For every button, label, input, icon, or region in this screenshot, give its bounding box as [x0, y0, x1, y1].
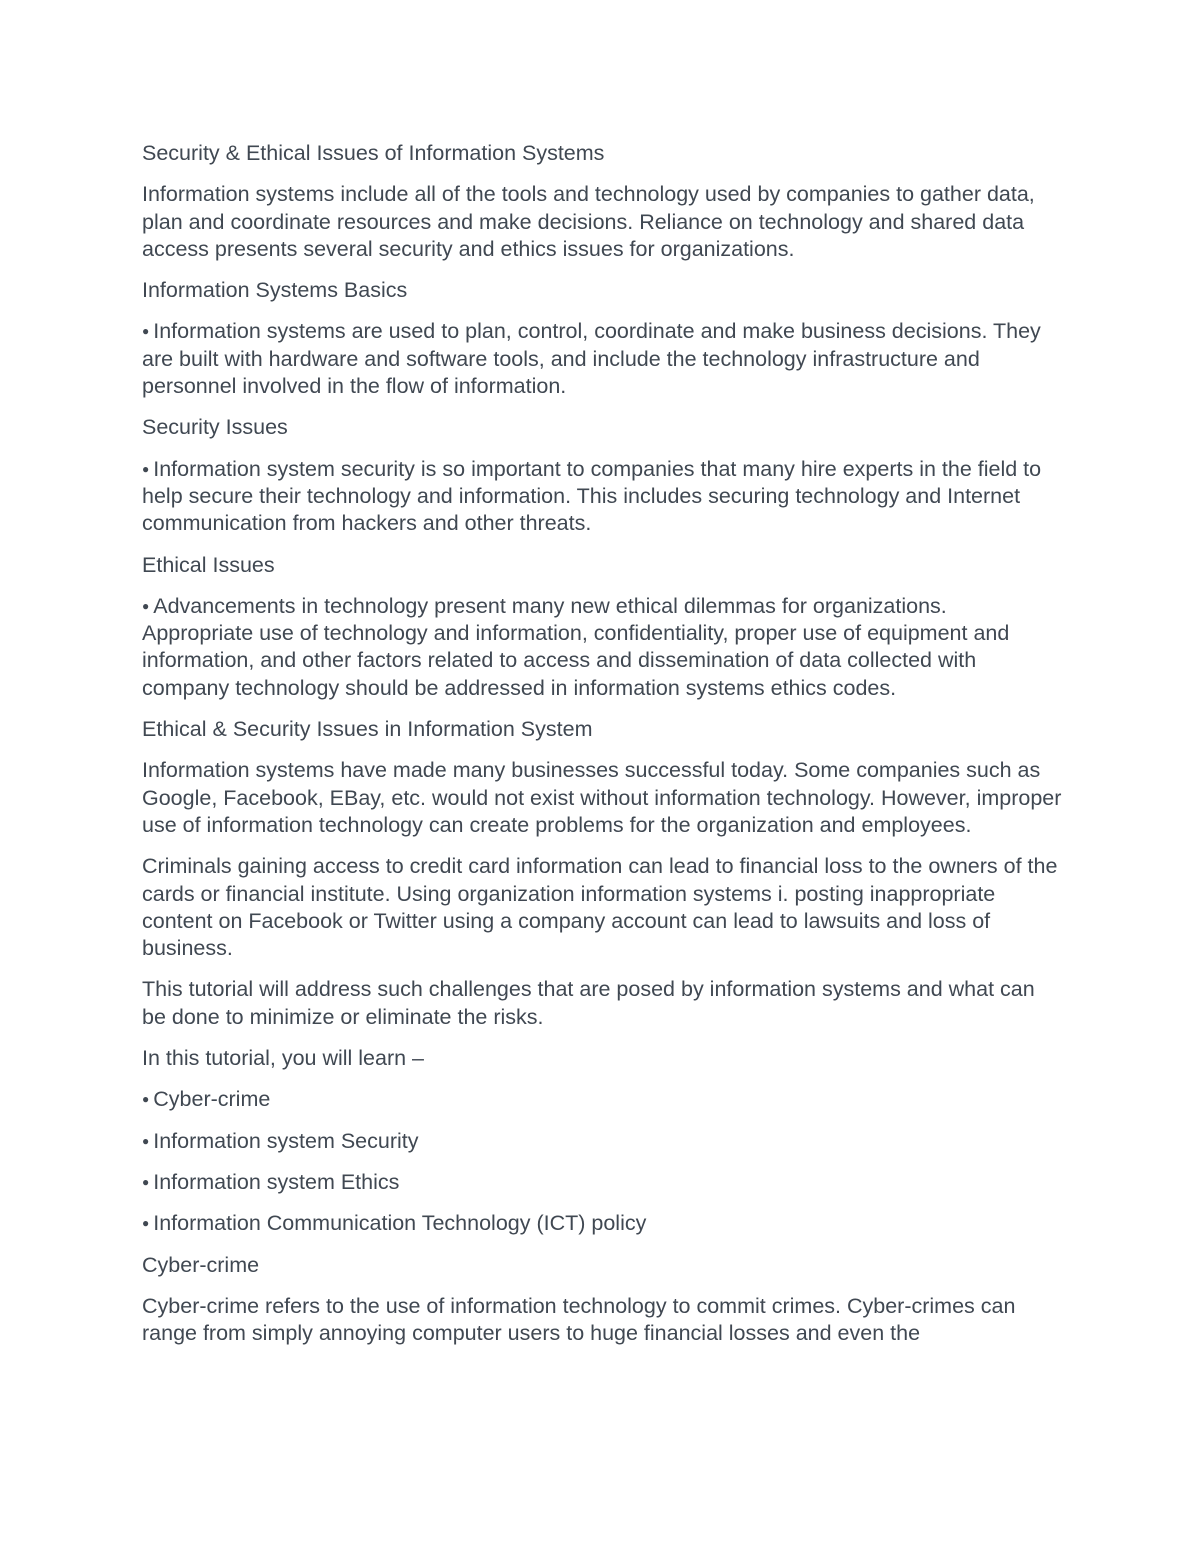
learn-item-security: ● Information system Security — [142, 1128, 1062, 1155]
learn-item-ict-policy: ● Information Communication Technology (ICT) policy — [142, 1210, 1062, 1237]
title-heading: Security & Ethical Issues of Information Systems — [142, 141, 605, 165]
basics-heading: Information Systems Basics — [142, 278, 408, 303]
cybercrime-paragraph: Cyber-crime refers to the use of information technology to commit crimes. Cyber-crimes can range from simply annoying computer users to huge financial losses and even the — [142, 1293, 1016, 1346]
criminals-paragraph: Criminals gaining access to credit card information can lead to financial loss to the owners of the cards or financial institute. Using organization information systems i. posting inappropriate content on Facebook or Twitter using a company account can lead to lawsuits and loss of business. — [142, 854, 1058, 961]
document-page — [142, 140, 1062, 1361]
learn-item-cybercrime: ● Cyber-crime — [142, 1086, 1062, 1113]
basics-bullet: ● Information systems are used to plan, control, coordinate and make business decisions. They are built with hardware and software tools, and include the technology infrastructure and personnel involved in the flow of information. — [142, 318, 1062, 400]
ethical-security-heading: Ethical & Security Issues in Information System — [142, 717, 593, 742]
tutorial-paragraph: This tutorial will address such challenges that are posed by information systems and what can be done to minimize or eliminate the risks. — [142, 977, 1035, 1029]
cybercrime-heading: Cyber-crime — [142, 1252, 260, 1277]
ethical-issues-heading: Ethical Issues — [142, 552, 275, 577]
success-paragraph: Information systems have made many businesses successful today. Some companies such as Google, Facebook, EBay, etc. would not exist without information technology. However, improper use of information technology can create problems for the organization and employees. — [142, 758, 1062, 837]
learn-intro: In this tutorial, you will learn – — [142, 1046, 425, 1071]
learn-item-ethics: ● Information system Ethics — [142, 1169, 1062, 1196]
ethical-bullet: ● Advancements in technology present many new ethical dilemmas for organizations. Appropriate use of technology and information, confidentiality, proper use of equipment and information, and other factors related to access and dissemination of data collected with company technology should be addressed in information systems ethics codes. — [142, 593, 1062, 702]
security-bullet: ● Information system security is so important to companies that many hire experts in the field to help secure their technology and information. This includes securing technology and Internet communication from hackers and other threats. — [142, 456, 1062, 538]
security-issues-heading: Security Issues — [142, 415, 288, 440]
intro-paragraph: Information systems include all of the tools and technology used by companies to gather data, plan and coordinate resources and make decisions. Reliance on technology and shared data access presents several security and ethics issues for organizations. — [142, 182, 1035, 261]
